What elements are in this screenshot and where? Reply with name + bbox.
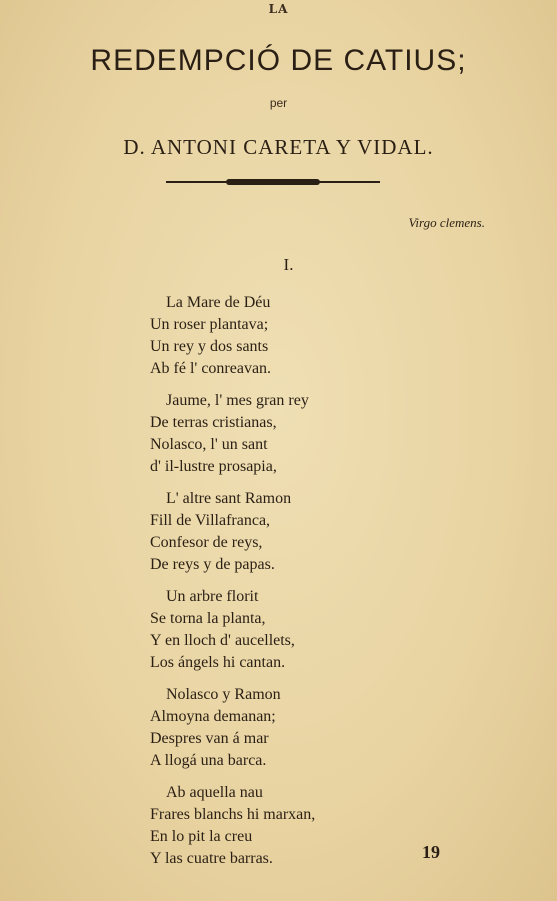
poem-line: L' altre sant Ramon — [166, 490, 292, 507]
section-number: I. — [283, 255, 294, 274]
poem-line: Los ángels hi cantan. — [150, 654, 286, 671]
poem-line: Confesor de reys, — [150, 534, 263, 551]
poem-line: Nolasco, l' un sant — [150, 436, 268, 453]
title-divider-ornament — [226, 179, 320, 185]
poem-line: La Mare de Déu — [166, 294, 271, 311]
stanza — [150, 586, 410, 674]
poem-line: Almoyna demanan; — [150, 708, 276, 725]
poem-line: Ab aquella nau — [166, 784, 263, 801]
poem-line: Despres van á mar — [150, 730, 269, 747]
page-number: 19 — [422, 842, 440, 862]
poem-line: En lo pit la creu — [150, 828, 253, 845]
author-name: D. ANTONI CARETA Y VIDAL. — [123, 135, 434, 159]
epigraph: Virgo clemens. — [408, 215, 485, 230]
poem-title: REDEMPCIÓ DE CATIUS; — [90, 44, 467, 77]
stanza — [150, 684, 410, 772]
poem-line: Frares blanchs hi marxan, — [150, 806, 316, 823]
poem-line: Nolasco y Ramon — [166, 686, 281, 703]
poem-line: Y las cuatre barras. — [150, 850, 273, 867]
byline-prefix: per — [269, 96, 288, 110]
poem-line: De terras cristianas, — [150, 414, 277, 431]
poem-line: De reys y de papas. — [150, 556, 275, 573]
stanza — [150, 782, 410, 870]
stanza — [150, 488, 410, 576]
running-head-fragment: LA — [268, 2, 289, 16]
poem-line: Un rey y dos sants — [150, 338, 269, 355]
poem-line: A llogá una barca. — [150, 752, 267, 769]
poem-line: Se torna la planta, — [150, 610, 266, 627]
poem-line: d' il-lustre prosapia, — [150, 458, 277, 475]
poem-body — [150, 292, 410, 880]
poem-line: Y en lloch d' aucellets, — [150, 632, 295, 649]
poem-line: Un roser plantava; — [150, 316, 269, 333]
poem-line: Un arbre florit — [166, 588, 259, 605]
poem-line: Ab fé l' conreavan. — [150, 360, 272, 377]
poem-line: Fill de Villafranca, — [150, 512, 271, 529]
stanza — [150, 390, 410, 478]
stanza — [150, 292, 410, 380]
poem-line: Jaume, l' mes gran rey — [166, 392, 309, 409]
